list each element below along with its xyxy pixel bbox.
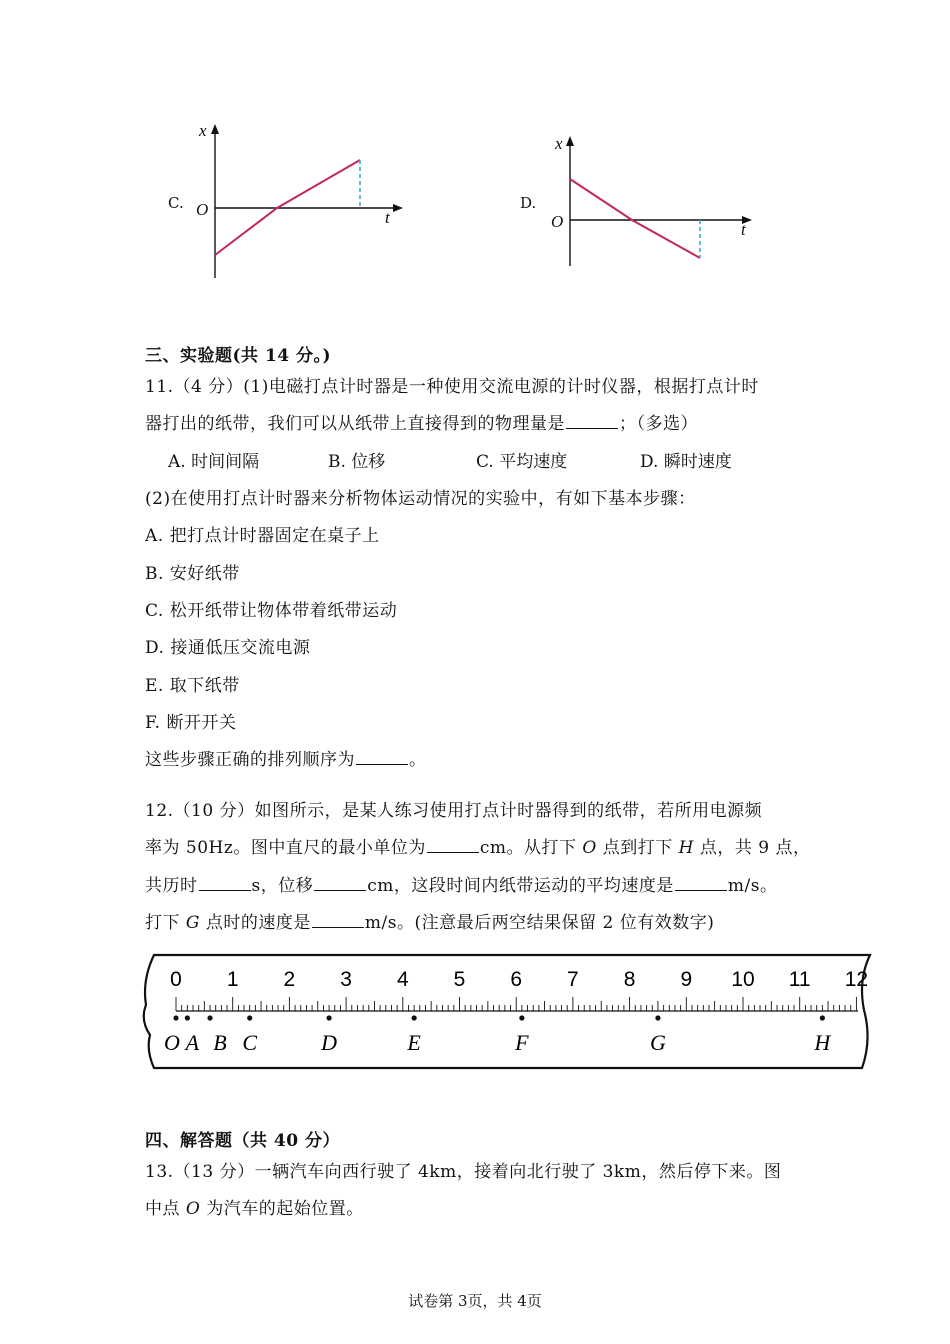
tape-point-label: H <box>814 1030 831 1055</box>
q11-step-a: A. 把打点计时器固定在桌子上 <box>145 526 380 546</box>
answer-blank[interactable] <box>675 876 727 891</box>
tape-dot <box>185 1015 190 1020</box>
graph-d <box>540 130 770 270</box>
tape-point-label: G <box>650 1030 666 1055</box>
tape-point-label: E <box>407 1030 421 1055</box>
tape-dot <box>519 1015 524 1020</box>
ruler-number: 10 <box>731 968 755 991</box>
ruler-number: 5 <box>453 968 466 991</box>
ruler-number: 4 <box>396 968 409 991</box>
answer-blank[interactable] <box>566 414 618 429</box>
answer-blank[interactable] <box>312 913 364 928</box>
ruler-figure <box>140 950 880 1075</box>
answer-blank[interactable] <box>427 838 479 853</box>
q13-line2: 中点 O 为汽车的起始位置。 <box>145 1199 364 1219</box>
answer-blank[interactable] <box>199 876 251 891</box>
ruler-number: 12 <box>844 968 869 991</box>
tape-point-label: B <box>213 1030 227 1055</box>
ruler-number: 2 <box>283 968 296 991</box>
q11-option-a: A. 时间间隔 <box>168 452 260 472</box>
page-footer: 试卷第 3页，共 4页 <box>408 1292 542 1310</box>
section-3-title: 三、实验题(共 14 分。) <box>145 346 332 366</box>
graph-c-t-label: t <box>385 208 390 227</box>
ruler-number: 7 <box>567 968 579 991</box>
q11-step-d: D. 接通低压交流电源 <box>145 638 311 658</box>
tape-dot <box>820 1015 825 1020</box>
ruler-number: 1 <box>226 968 239 991</box>
tape-point-label: F <box>515 1030 529 1055</box>
ruler-number: 6 <box>510 968 523 991</box>
q11-step-e: E. 取下纸带 <box>145 676 240 696</box>
ruler-number: 3 <box>340 968 352 991</box>
tape-dot <box>207 1015 212 1020</box>
tape-point-label: A <box>185 1030 200 1055</box>
ruler-number: 0 <box>170 968 182 991</box>
ruler-number: 9 <box>680 968 693 991</box>
tape-point-label: D <box>321 1030 338 1055</box>
tape-dot <box>412 1015 417 1020</box>
tape-point-label: O <box>164 1030 180 1055</box>
answer-blank[interactable] <box>314 876 366 891</box>
graph-d-x-label: x <box>555 134 563 153</box>
q11-option-c: C. 平均速度 <box>476 452 568 472</box>
graph-c <box>185 118 415 283</box>
q11-order: 这些步骤正确的排列顺序为 。 <box>145 750 427 770</box>
q11-part2: (2)在使用打点计时器来分析物体运动情况的实验中，有如下基本步骤： <box>145 489 696 509</box>
graph-d-t-label: t <box>741 220 746 239</box>
section-4-title: 四、解答题（共 40 分） <box>145 1131 340 1151</box>
graph-c-origin: O <box>196 200 209 219</box>
q11-line1: 11.（4 分）(1)电磁打点计时器是一种使用交流电源的计时仪器，根据打点计时 <box>145 377 759 397</box>
tape-dot <box>326 1015 331 1020</box>
q13-line1: 13.（13 分）一辆汽车向西行驶了 4km，接着向北行驶了 3km，然后停下来。图 <box>145 1162 782 1182</box>
q12-line2: 率为 50Hz。图中直尺的最小单位为 cm。从打下 O 点到打下 H 点，共 9 点， <box>145 838 811 858</box>
q11-option-d: D. 瞬时速度 <box>640 452 732 472</box>
tape-dot <box>655 1015 660 1020</box>
q12-line4: 打下 G 点时的速度是 m/s。(注意最后两空结果保留 2 位有效数字) <box>145 913 715 933</box>
q12-line3: 共历时 s，位移 cm，这段时间内纸带运动的平均速度是 m/s。 <box>145 876 778 896</box>
q12-line1: 12.（10 分）如图所示，是某人练习使用打点计时器得到的纸带，若所用电源频 <box>145 801 763 821</box>
ruler-number: 11 <box>788 968 811 991</box>
ruler-number: 8 <box>623 968 636 991</box>
q11-step-f: F. 断开开关 <box>145 713 237 733</box>
q11-step-c: C. 松开纸带让物体带着纸带运动 <box>145 601 398 621</box>
q11-option-b: B. 位移 <box>328 452 386 472</box>
graph-d-origin: O <box>551 212 564 231</box>
graph-c-label: C. <box>168 194 184 212</box>
tape-dot <box>173 1015 178 1020</box>
tape-point-label: C <box>242 1030 258 1055</box>
graph-d-label: D. <box>520 194 537 212</box>
graph-c-x-label: x <box>199 121 207 140</box>
answer-blank[interactable] <box>356 750 408 765</box>
tape-dot <box>247 1015 252 1020</box>
q11-line2: 器打出的纸带，我们可以从纸带上直接得到的物理量是 ；（多选） <box>145 414 698 434</box>
q11-step-b: B. 安好纸带 <box>145 564 240 584</box>
